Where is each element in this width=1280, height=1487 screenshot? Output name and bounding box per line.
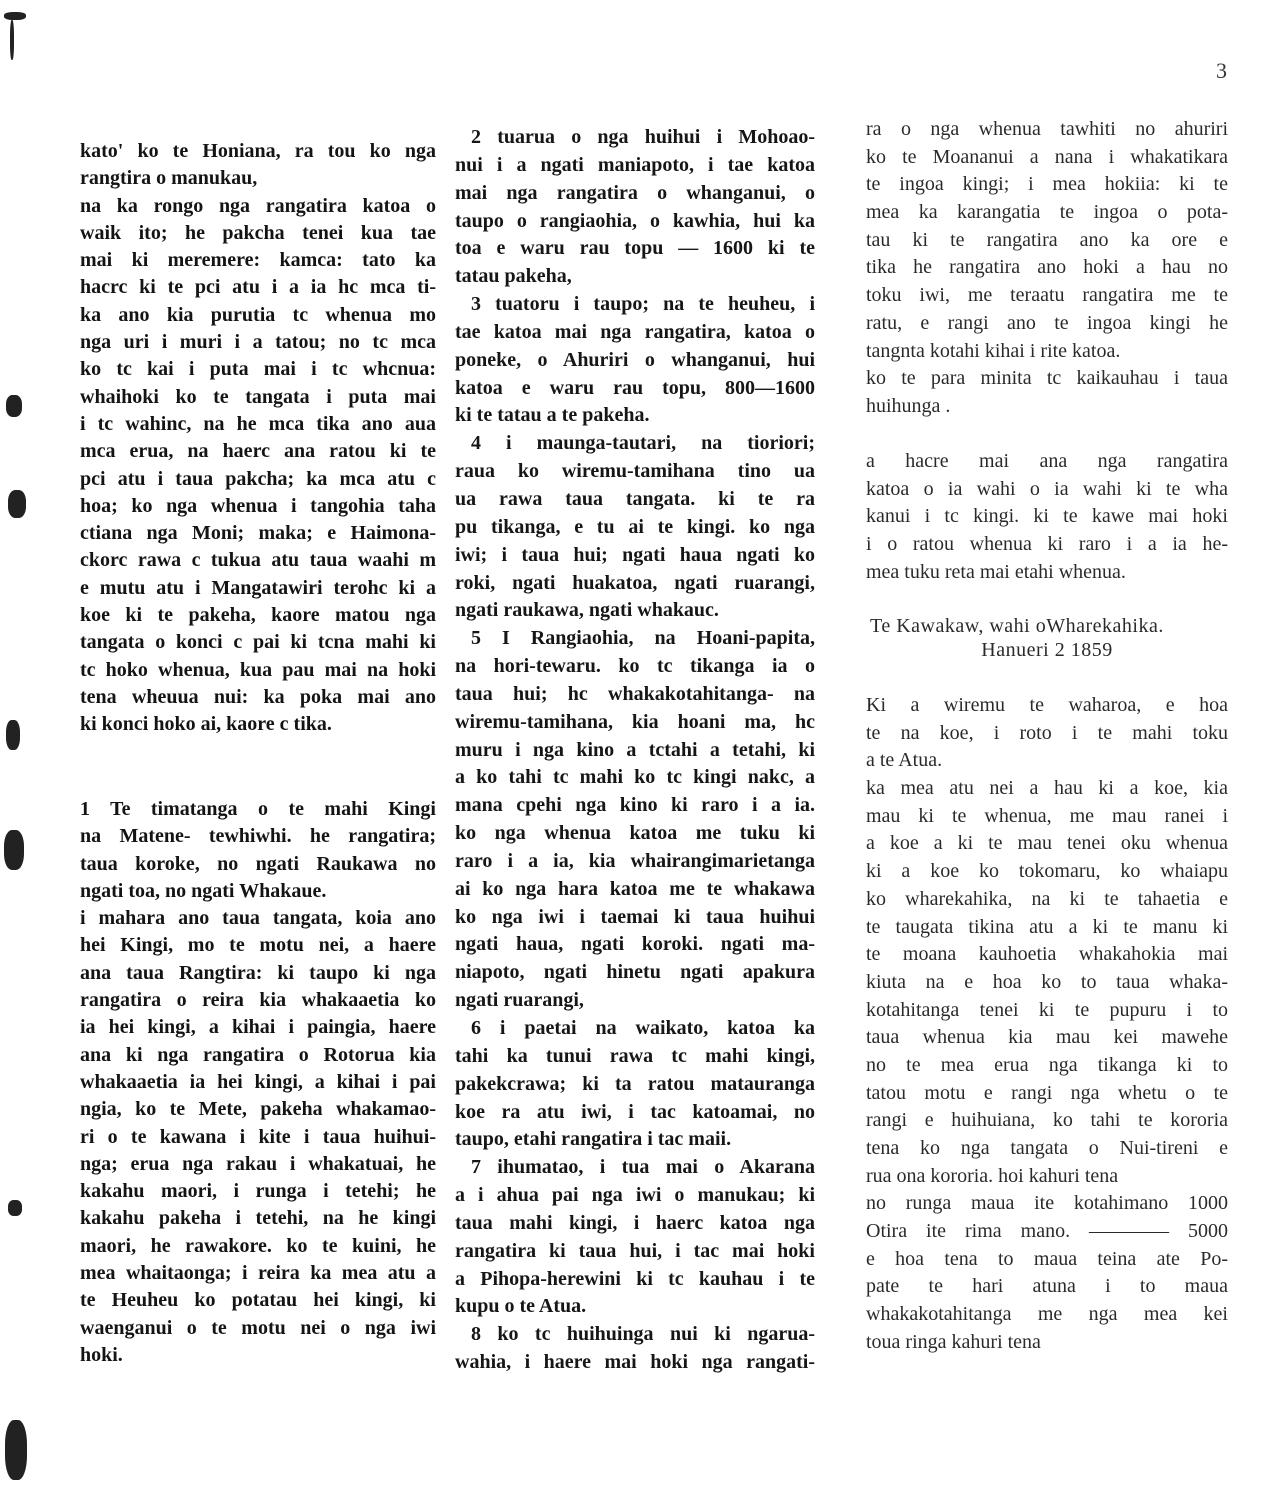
- text-line: a koe a ki te mau tenei oku whenua: [866, 832, 1228, 855]
- text-line: tena ko nga tangata o Nui-tireni e: [866, 1137, 1228, 1159]
- text-line: mai ki meremere: kamca: tato ka: [80, 249, 436, 272]
- text-line: whaihoki ko te tangata i puta mai: [80, 385, 436, 408]
- dateline-place: Te Kawakaw, wahi oWharekahika.: [870, 615, 1164, 637]
- text-line: i o ratou whenua ki raro i a ia he-: [866, 533, 1228, 556]
- column-3-block-1: [866, 116, 1228, 421]
- paragraph: [455, 1321, 815, 1377]
- paragraph: [455, 124, 815, 291]
- text-line: taua mahi kingi, i haerc katoa nga: [455, 1211, 815, 1234]
- text-line: te taugata tikina atu a ki te manu ki: [866, 915, 1228, 938]
- text-line: maori, he rawakore. ko te kuini, he: [80, 1234, 436, 1257]
- text-line: pakekcrawa; ki ta ratou matauranga: [455, 1072, 815, 1095]
- text-line: poneke, o Ahuriri o whanganui, hui: [455, 348, 815, 371]
- text-line: 8 ko tc huihuinga nui ki ngarua-: [471, 1323, 815, 1346]
- text-line: i mahara ano taua tangata, koia ano: [80, 907, 436, 930]
- text-line: taua hui; hc whakakotahitanga- na: [455, 682, 815, 705]
- text-line: raro i a ia, kia whairangimarietanga: [455, 849, 815, 872]
- text-line: tika he rangatira ano hoki a hau no: [866, 256, 1228, 279]
- text-line: taupo o rangiaohia, o kawhia, hui ka: [455, 209, 815, 232]
- text-line: tau ki te rangatira ano ka ore e: [866, 228, 1228, 251]
- page-number: 3: [1216, 58, 1227, 83]
- text-line: ri o te kawana i kite i taua huihui-: [80, 1125, 436, 1148]
- text-line: kotahitanga tenei ki te pupuru i to: [866, 998, 1228, 1021]
- text-line: wahia, i haere mai hoki nga rangati-: [455, 1351, 815, 1374]
- paragraph: [866, 692, 1228, 775]
- text-line: ai ko nga hara katoa me te whakawa: [455, 877, 815, 900]
- text-line: rangatira o reira kia whakaaetia ko: [80, 989, 436, 1012]
- text-line: mea tuku reta mai etahi whenua.: [866, 560, 1126, 583]
- text-line: ko nga whenua katoa me tuku ki: [455, 822, 815, 845]
- text-line: hacrc ki te pci atu i a ia hc mca ti-: [80, 276, 436, 299]
- paragraph: [866, 775, 1228, 1190]
- text-line: tena wheuua nui: ka poka mai ano: [80, 685, 436, 708]
- text-line: na hori-tewaru. ko tc tikanga ia o: [455, 655, 815, 678]
- text-line: pci atu i taua pakcha; ka mca atu c: [80, 467, 436, 490]
- text-line: whakaaetia ia hei kingi, a kihai i pai: [80, 1070, 436, 1093]
- text-line: niapoto, ngati hinetu ngati apakura: [455, 961, 815, 984]
- paragraph: [80, 138, 436, 193]
- text-line: ngia, ko te Mete, pakeha whakamao-: [80, 1098, 436, 1121]
- text-line: ratu, e rangi ano te ingoa kingi he: [866, 311, 1228, 334]
- text-line: tahi ka tunui rawa tc mahi kingi,: [455, 1044, 815, 1067]
- text-line: 6 i paetai na waikato, katoa ka: [471, 1017, 815, 1039]
- text-line: 5 I Rangiaohia, na Hoani-papita,: [471, 627, 815, 650]
- text-line: nga uri i muri i a tatou; no tc mca: [80, 331, 436, 354]
- text-line: nui i a ngati maniapoto, i tae katoa: [455, 153, 815, 176]
- text-line: iwi; i taua hui; ngati haua ngati ko: [455, 543, 815, 566]
- text-line: ko nga iwi i taemai ki taua huihui: [455, 905, 815, 928]
- text-line: a ko tahi tc mahi ko tc kingi nakc, a: [455, 766, 815, 789]
- text-line: na Matene- tewhiwhi. he rangatira;: [80, 825, 436, 848]
- text-line: mai nga rangatira o whanganui, o: [455, 181, 815, 204]
- text-line: toa e waru rau topu — 1600 ki te: [455, 237, 815, 260]
- paragraph: [455, 625, 815, 1015]
- text-line: katoa e waru rau topu, 800—1600: [455, 376, 815, 399]
- text-line: ka ano kia purutia tc whenua mo: [80, 303, 436, 326]
- letter-dateline: [866, 614, 1228, 662]
- text-line: raua ko wiremu-tamihana tino ua: [455, 460, 815, 483]
- scan-edge-noise: [0, 0, 34, 1487]
- text-line: wiremu-tamihana, kia hoani ma, hc: [455, 710, 815, 733]
- text-line: no te mea erua nga tikanga ki to: [866, 1053, 1228, 1076]
- text-line: kanui i tc kingi. ki te kawe mai hoki: [866, 505, 1228, 528]
- column-3-block-2: [866, 448, 1228, 586]
- text-line: te Heuheu ko potatau hei kingi, ki: [80, 1289, 436, 1312]
- text-line: no runga maua ite kotahimano 1000: [866, 1192, 1228, 1215]
- text-line: ctiana nga Moni; maka; e Haimona-: [80, 522, 436, 545]
- paragraph: [866, 448, 1228, 586]
- text-line: mau ki te whenua, me mau ranei i: [866, 804, 1228, 827]
- paragraph: [866, 1190, 1228, 1356]
- text-line: 1 Te timatanga o te mahi Kingi: [80, 798, 436, 820]
- text-line: rangtira o manukau,: [80, 167, 258, 190]
- text-line: 7 ihumatao, i tua mai o Akarana: [471, 1156, 815, 1179]
- text-line: rangatira ki taua hui, i tac mai hoki: [455, 1239, 815, 1262]
- text-line: mea whaitaonga; i reira ka mea atu a: [80, 1262, 436, 1285]
- text-line: muru i nga kino a tctahi a tetahi, ki: [455, 738, 815, 761]
- scan-speck: [4, 12, 26, 20]
- text-line: pu tikanga, e tu ai te kingi. ko nga: [455, 515, 815, 538]
- text-line: ko te Moananui a nana i whakatikara: [866, 145, 1228, 168]
- text-line: 4 i maunga-tautari, na tioriori;: [471, 432, 815, 455]
- text-line: te na koe, i roto i te mahi toku: [866, 721, 1228, 744]
- text-line: taupo, etahi rangatira i tac maii.: [455, 1128, 732, 1151]
- text-line: te ingoa kingi; i mea hokiia: ki te: [866, 173, 1228, 196]
- text-line: tatou motu e rangi nga whetu o te: [866, 1081, 1228, 1104]
- text-line: ana ki nga rangatira o Rotorua kia: [80, 1043, 436, 1066]
- paragraph: [455, 291, 815, 430]
- text-line: kato' ko te Honiana, ra tou ko nga: [80, 140, 436, 162]
- dateline-date: Hanueri 2 1859: [981, 639, 1113, 661]
- scan-speck: [10, 20, 14, 60]
- scan-speck: [6, 395, 22, 417]
- column-2-block-1: [455, 124, 815, 1377]
- text-line: katoa o ia wahi o ia wahi ki te wha: [866, 477, 1228, 500]
- text-line: Otira ite rima mano. ———— 5000: [866, 1220, 1228, 1243]
- text-line: nga; erua nga rakau i whakatuai, he: [80, 1152, 436, 1175]
- text-line: e hoa tena to maua teina ate Po-: [866, 1247, 1228, 1270]
- text-line: ki te tatau a te pakeha.: [455, 404, 650, 427]
- scan-speck: [4, 830, 24, 870]
- text-line: ra o nga whenua tawhiti no ahuriri: [866, 118, 1228, 140]
- text-line: a hacre mai ana nga rangatira: [866, 450, 1228, 472]
- text-line: ko tc kai i puta mai i tc whcnua:: [80, 358, 436, 381]
- text-line: tc hoko whenua, kua pau mai na hoki: [80, 658, 436, 681]
- text-line: toua ringa kahuri tena: [866, 1330, 1041, 1353]
- text-line: ngati haua, ngati koroki. ngati ma-: [455, 933, 815, 956]
- scan-speck: [8, 1200, 22, 1216]
- text-line: tatau pakeha,: [455, 265, 572, 288]
- text-line: taua whenua kia mau kei mawehe: [866, 1026, 1228, 1049]
- text-line: mca erua, na haerc ana ratou ki te: [80, 440, 436, 463]
- text-line: mana cpehi nga kino ki raro i a ia.: [455, 794, 815, 817]
- text-line: Ki a wiremu te waharoa, e hoa: [866, 694, 1228, 716]
- text-line: huihunga .: [866, 394, 951, 417]
- text-line: tangata o konci c pai ki tcna mahi ki: [80, 631, 436, 654]
- text-line: whakakotahitanga me nga mea kei: [866, 1303, 1228, 1326]
- text-line: ngati ruarangi,: [455, 989, 584, 1012]
- text-line: ckorc rawa c tukua atu taua waahi m: [80, 549, 436, 572]
- paragraph: [866, 116, 1228, 365]
- text-line: rangi e huihuiana, ko tahi te kororia: [866, 1109, 1228, 1132]
- paragraph: [866, 365, 1228, 420]
- text-line: koe ra atu iwi, i tac katoamai, no: [455, 1100, 815, 1123]
- text-line: a Pihopa-herewini ki tc kauhau i te: [455, 1267, 815, 1290]
- text-line: koe ki te pakeha, kaore matou nga: [80, 604, 436, 627]
- text-line: ka mea atu nei a hau ki a koe, kia: [866, 777, 1228, 800]
- text-line: a i ahua pai nga iwi o manukau; ki: [455, 1184, 815, 1207]
- text-line: ngati raukawa, ngati whakauc.: [455, 599, 719, 622]
- paragraph: [455, 430, 815, 625]
- scan-speck: [6, 720, 20, 750]
- paragraph: [80, 796, 436, 905]
- text-line: pate te hari atuna i to maua: [866, 1275, 1228, 1298]
- text-line: waenganui o te motu nei o nga iwi: [80, 1316, 436, 1339]
- text-line: ko te para minita tc kaikauhau i taua: [866, 367, 1228, 390]
- text-line: ngati toa, no ngati Whakaue.: [80, 879, 327, 902]
- text-line: i tc wahinc, na he mca tika ano aua: [80, 412, 436, 435]
- text-line: te moana kauhoetia whakahokia mai: [866, 943, 1228, 966]
- scan-speck: [8, 490, 26, 518]
- text-line: kakahu pakeha i tetehi, na he kingi: [80, 1207, 436, 1230]
- paragraph: [455, 1154, 815, 1321]
- text-line: ki a koe ko tokomaru, ko whaiapu: [866, 860, 1228, 883]
- text-line: e mutu atu i Mangatawiri terohc ki a: [80, 576, 436, 599]
- text-line: rua ona kororia. hoi kahuri tena: [866, 1164, 1119, 1187]
- text-line: taua koroke, no ngati Raukawa no: [80, 852, 436, 875]
- text-line: kupu o te Atua.: [455, 1295, 587, 1318]
- column-3-block-3: [866, 692, 1228, 1357]
- text-line: kiuta na e hoa ko to taua whaka-: [866, 970, 1228, 993]
- text-line: a te Atua.: [866, 749, 943, 772]
- text-line: na ka rongo nga rangatira katoa o: [80, 194, 436, 217]
- text-line: hei Kingi, mo te motu nei, a haere: [80, 934, 436, 957]
- text-line: 2 tuarua o nga huihui i Mohoao-: [471, 126, 815, 148]
- paragraph: [80, 905, 436, 1369]
- text-line: ia hei kingi, a kihai i paingia, haere: [80, 1016, 436, 1039]
- scan-speck: [5, 1420, 27, 1480]
- text-line: roki, ngati huakatoa, ngati ruarangi,: [455, 571, 815, 594]
- text-line: 3 tuatoru i taupo; na te heuheu, i: [471, 293, 815, 316]
- text-line: mea ka karangatia te ingoa o pota-: [866, 201, 1228, 224]
- text-line: ko wharekahika, na ki te tahaetia e: [866, 887, 1228, 910]
- text-line: hoki.: [80, 1343, 123, 1366]
- text-line: ua rawa taua tangata. ki te ra: [455, 487, 815, 510]
- text-line: ki konci hoko ai, kaore c tika.: [80, 713, 332, 736]
- text-line: toku iwi, me teraatu rangatira me te: [866, 284, 1228, 307]
- paragraph: [80, 193, 436, 739]
- column-1-block-1: [80, 138, 436, 739]
- paragraph: [455, 1015, 815, 1154]
- text-line: kakahu maori, i runga i tetehi; he: [80, 1180, 436, 1203]
- text-line: waik ito; he pakcha tenei kua tae: [80, 221, 436, 244]
- text-line: ana taua Rangtira: ki taupo ki nga: [80, 961, 436, 984]
- column-1-block-2: [80, 796, 436, 1369]
- text-line: hoa; ko nga whenua i tangohia taha: [80, 494, 436, 517]
- text-line: tangnta kotahi kihai i rite katoa.: [866, 339, 1121, 362]
- text-line: tae katoa mai nga rangatira, katoa o: [455, 320, 815, 343]
